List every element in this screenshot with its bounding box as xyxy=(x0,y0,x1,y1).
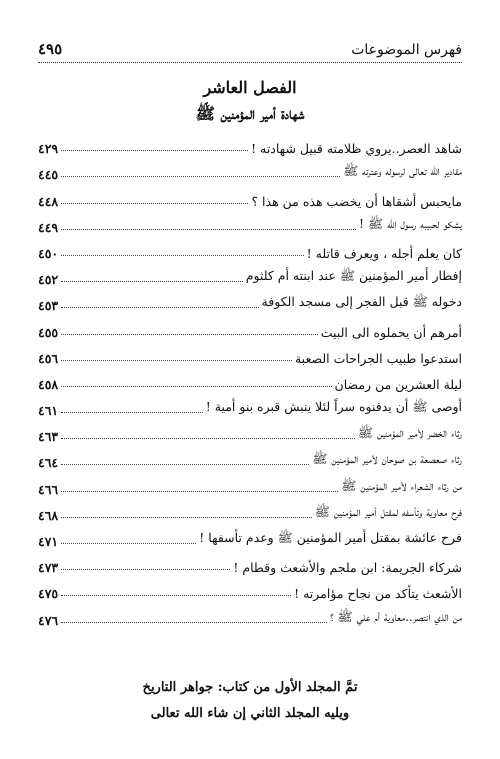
closing-line-1: تمَّ المجلد الأول من كتاب: جواهر التاريخ xyxy=(142,680,358,695)
toc-entry-title: أمرهم أن يحملوه الى البيت xyxy=(320,324,462,340)
toc-entry-leader-dots xyxy=(61,438,355,439)
toc-entry-title: مقادير الله تعالى لرسوله وعترته ﷺ xyxy=(343,163,462,179)
toc-entry-leader-dots xyxy=(61,569,230,570)
toc-entry-title: استدعوا طبيب الجراحات الصعبة xyxy=(294,350,462,366)
toc-entry-title: شاهد العصر..يروي ظلامته قبيل شهادته ! xyxy=(251,141,462,157)
toc-entries xyxy=(38,130,462,628)
toc-entry xyxy=(38,575,462,601)
toc-entry-title: من رثاء الشعراء لأمير المؤمنين ﷺ xyxy=(341,477,462,493)
toc-entry-leader-dots xyxy=(61,412,203,413)
toc-entry-leader-dots xyxy=(61,307,258,308)
toc-entry xyxy=(38,601,462,627)
toc-entry-leader-dots xyxy=(61,150,248,151)
toc-entry-page-number: ٤٦١ xyxy=(38,403,59,419)
toc-entry xyxy=(38,313,462,339)
toc-entry-page-number: ٤٥٣ xyxy=(38,298,59,314)
toc-entry-page-number: ٤٥٢ xyxy=(38,272,59,288)
toc-entry xyxy=(38,182,462,208)
chapter-subtitle: شهادة أمير المؤمنين ﷺ xyxy=(195,104,305,123)
toc-entry-title: كان يعلم أجله ، ويعرف قاتله ! xyxy=(306,245,462,261)
toc-entry xyxy=(38,444,462,470)
toc-entry-leader-dots xyxy=(61,281,243,282)
toc-entry-leader-dots xyxy=(61,334,318,335)
toc-entry-leader-dots xyxy=(61,464,309,465)
toc-entry xyxy=(38,470,462,496)
toc-entry-page-number: ٤٤٥ xyxy=(38,167,59,183)
toc-entry xyxy=(38,340,462,366)
toc-entry-title: ليلة العشرين من رمضان xyxy=(334,376,462,392)
toc-entry-page-number: ٤٦٨ xyxy=(38,507,59,523)
toc-entry-page-number: ٤٧١ xyxy=(38,534,59,549)
toc-entry-leader-dots xyxy=(61,517,312,518)
toc-entry-page-number: ٤٢٩ xyxy=(38,141,59,157)
toc-entry-page-number: ٤٤٨ xyxy=(38,193,59,209)
toc-entry xyxy=(38,156,462,182)
toc-entry-leader-dots xyxy=(61,491,338,492)
toc-entry-page-number: ٤٥٦ xyxy=(38,350,59,366)
toc-entry-title: رثاء صعصعة بن صوحان لأمير المؤمنين ﷺ xyxy=(312,451,462,467)
toc-entry xyxy=(38,418,462,444)
chapter-heading: الفصل العاشر xyxy=(203,78,297,97)
toc-entry xyxy=(38,209,462,235)
toc-entry xyxy=(38,549,462,575)
toc-entry-leader-dots xyxy=(61,176,340,177)
closing-line-2: ويليه المجلد الثاني إن شاء الله تعالى xyxy=(150,706,350,721)
toc-entry-title: رثاء الخضر لأمير المؤمنين ﷺ xyxy=(357,425,462,441)
toc-entry xyxy=(38,235,462,261)
toc-entry-page-number: ٤٧٥ xyxy=(38,586,59,602)
toc-entry-leader-dots xyxy=(61,543,196,544)
toc-entry xyxy=(38,130,462,156)
toc-entry-title: من الذي انتصر..معاوية أم علي ﷺ ؟ xyxy=(330,608,462,624)
toc-entry-leader-dots xyxy=(61,255,303,256)
toc-entry-title: يشكو لحبيبه رسول الله ﷺ ! xyxy=(359,215,462,231)
toc-entry-page-number: ٤٤٩ xyxy=(38,219,59,235)
toc-entry-title: الأشعث يتأكد من نجاح مؤامرته ! xyxy=(294,586,462,602)
toc-entry-leader-dots xyxy=(61,360,292,361)
toc-entry xyxy=(38,392,462,418)
toc-entry-page-number: ٤٥٨ xyxy=(38,376,59,392)
toc-entry-leader-dots xyxy=(61,622,327,623)
toc-entry-title: شركاء الجريمة: ابن ملجم والأشعث وقطام ! xyxy=(233,560,462,576)
toc-entry-title: دخوله ﷺ قبل الفجر إلى مسجد الكوفة xyxy=(261,294,462,310)
toc-entry-page-number: ٤٧٦ xyxy=(38,612,59,628)
toc-entry xyxy=(38,287,462,313)
toc-entry-page-number: ٤٥٠ xyxy=(38,245,59,261)
toc-entry-leader-dots xyxy=(61,595,291,596)
toc-entry-page-number: ٤٦٣ xyxy=(38,429,59,445)
toc-entry-leader-dots xyxy=(61,386,331,387)
toc-entry-page-number: ٤٦٦ xyxy=(38,481,59,497)
toc-entry-title: فرح عائشة بمقتل أمير المؤمنين ﷺ وعدم تأسفها ! xyxy=(199,530,462,545)
toc-entry-page-number: ٤٦٤ xyxy=(38,455,59,471)
toc-entry xyxy=(38,497,462,523)
toc-entry-leader-dots xyxy=(61,229,356,230)
toc-entry xyxy=(38,523,462,549)
header-title: فهرس الموضوعات xyxy=(351,42,462,58)
toc-entry-title: فرح معاوية وتأسفه لمقتل أمير المؤمنين ﷺ xyxy=(314,503,462,519)
toc-entry-page-number: ٤٧٣ xyxy=(38,560,59,576)
toc-entry xyxy=(38,261,462,287)
toc-entry-title: مايحبس أشقاها أن يخضب هذه من هذا ؟ xyxy=(251,193,462,209)
toc-entry-title: أوصى ﷺ أن يدفنوه سراً لئلا ينبش قبره بنو أمية ! xyxy=(205,399,462,415)
toc-entry xyxy=(38,366,462,392)
page-header xyxy=(38,36,462,63)
toc-entry-page-number: ٤٥٥ xyxy=(38,324,59,340)
header-page-number: ٤٩٥ xyxy=(38,40,63,58)
toc-entry-leader-dots xyxy=(61,203,248,204)
toc-entry-title: إفطار أمير المؤمنين ﷺ عند ابنته أم كلثوم xyxy=(245,268,462,284)
